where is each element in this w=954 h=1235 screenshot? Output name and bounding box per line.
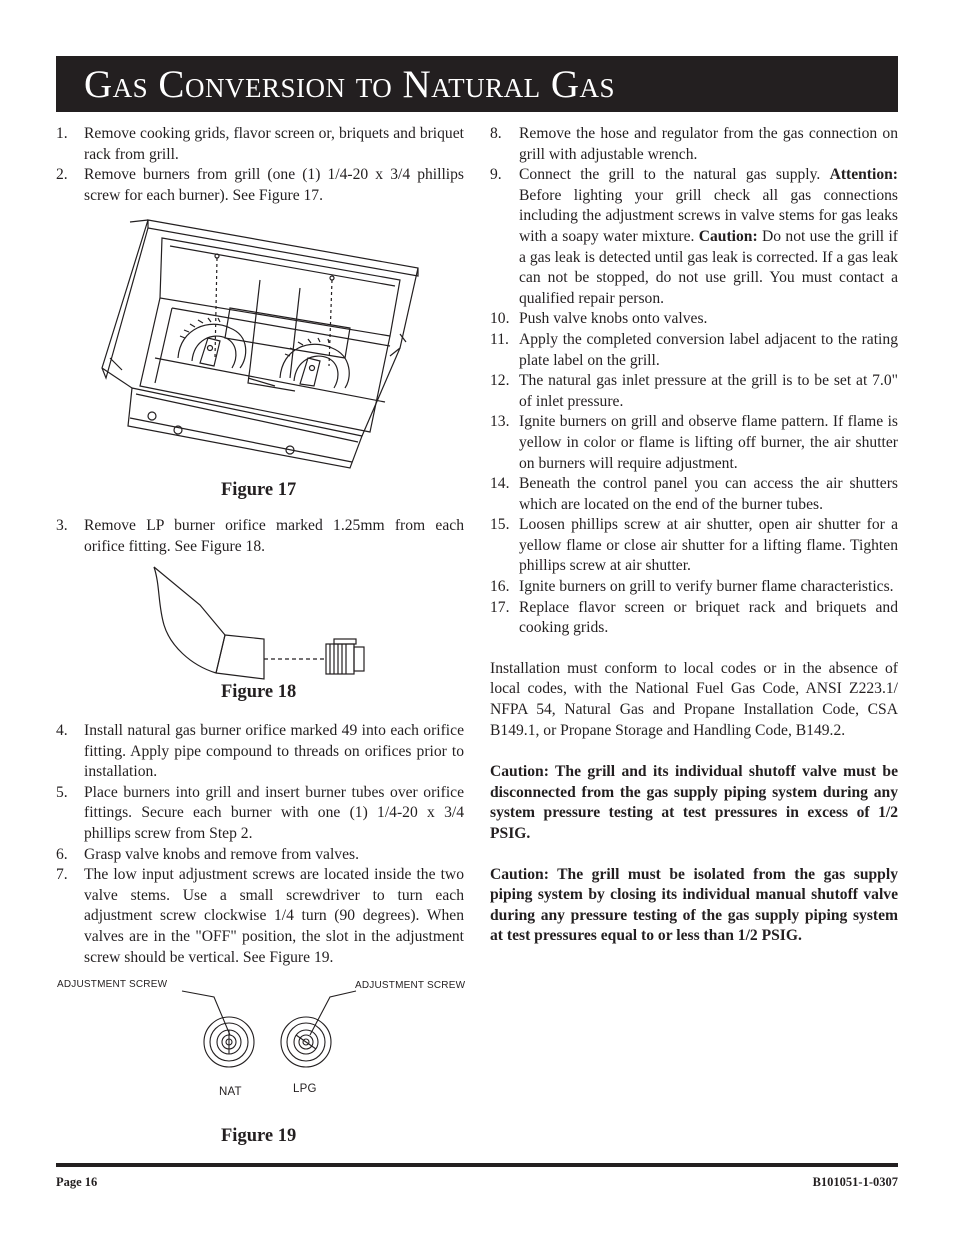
step-item [490, 309, 898, 330]
step-text: Beneath the control panel you can access the air shutters which are located on the end of the burner tubes. [519, 475, 898, 513]
figure-17-label: Figure 17 [221, 480, 297, 500]
step-item [490, 598, 898, 639]
step-number: 1. [56, 125, 68, 142]
step-text: Grasp valve knobs and remove from valves. [84, 845, 359, 863]
step-text: Before lighting your grill check all gas connections including the adjustment screws in valve stems for gas leaks with a soapy water mixture. [519, 186, 898, 245]
step-number: 16. [490, 578, 510, 596]
footer-rule [56, 1163, 898, 1167]
step-item [56, 124, 464, 165]
title-bar [56, 56, 898, 112]
step-text: The natural gas inlet pressure at the grill is to be set at 7.0" of inlet pressure. [519, 372, 898, 410]
step-text: Loosen phillips screw at air shutter, open air shutter for a yellow flame or close air shutter for a lifting flame. Tighten phillips screw at air shutter. [519, 516, 898, 575]
step-number: 4. [56, 722, 68, 739]
step-item [490, 577, 898, 598]
figure-18-orifice-illustration [150, 565, 370, 685]
lpg-label: LPG [293, 1083, 317, 1095]
step-text: Remove burners from grill (one (1) 1/4-20 x 3/4 phillips screw for each burner). See Figure 17. [84, 166, 464, 204]
step-text: Replace flavor screen or briquet rack and briquets and cooking grids. [519, 598, 898, 637]
step-number: 3. [56, 517, 68, 534]
page-title: Gas Conversion to Natural Gas [84, 63, 616, 106]
step-text: Do not use the grill if a gas leak is detected until gas leak is corrected. If a gas leak can not be stopped, do not use grill. You must contact a qualified repair person. [519, 227, 898, 307]
step-text: Remove LP burner orifice marked 1.25mm from each orifice fitting. See Figure 18. [84, 517, 464, 555]
step-text: Install natural gas burner orifice marked 49 into each orifice fitting. Apply pipe compound to threads on orifices prior to installation. [84, 722, 464, 781]
caution-disconnect: Caution: The grill and its individual shutoff valve must be disconnected from the gas supply piping system during any system pressure testing at test pressures in excess of 1/2 PSIG. [490, 763, 898, 842]
step-item [56, 783, 464, 845]
step-number: 6. [56, 845, 68, 863]
step-text: Ignite burners on grill to verify burner flame characteristics. [519, 578, 894, 596]
figure-19-valve-illustration [170, 985, 370, 1095]
step-number: 15. [490, 516, 510, 534]
step-text: Remove the hose and regulator from the gas connection on grill with adjustable wrench. [519, 125, 898, 163]
step-item [56, 845, 464, 866]
step-text: Push valve knobs onto valves. [519, 310, 708, 328]
step-number: 13. [490, 413, 510, 431]
figure-17-grill-illustration [100, 218, 420, 478]
step-number: 11. [490, 330, 509, 348]
step-item [490, 371, 898, 412]
step-text: Place burners into grill and insert burner tubes over orifice fittings. Secure each burner with one (1) 1/4-20 x 3/4 phillips screw from Step 2. [84, 783, 464, 842]
step-9 [490, 165, 898, 309]
step-number: 2. [56, 166, 68, 184]
attention-label: Attention: [829, 166, 898, 184]
step-item [490, 412, 898, 474]
document-code: B101051-1-0307 [812, 1175, 898, 1189]
figure-18-label: Figure 18 [221, 682, 297, 702]
figure-19-label: Figure 19 [221, 1126, 297, 1146]
step-number: 5. [56, 783, 68, 801]
step-number: 9. [490, 166, 502, 184]
step-number: 10. [490, 310, 510, 328]
step-item [56, 721, 464, 783]
step-number: 12. [490, 372, 510, 390]
step-item [490, 330, 898, 371]
installation-note: Installation must conform to local codes or in the absence of local codes, with the National Fuel Gas Code, ANSI Z223.1/ NFPA 54, Natural Gas and Propane Installation Code, CSA B149.1, or Propane Storage and Handling Code, B149.2. [490, 659, 898, 739]
step-item [490, 474, 898, 515]
left-steps-4-7 [56, 721, 464, 968]
step-item [56, 165, 464, 206]
page-number: Page 16 [56, 1175, 98, 1189]
left-steps-1-2 [56, 124, 464, 206]
step-number: 14. [490, 475, 510, 493]
step-item [56, 865, 464, 968]
step-text: Connect the grill to the natural gas supply. [519, 166, 821, 184]
caution-label: Caution: [698, 227, 758, 245]
step-number: 17. [490, 598, 510, 616]
step-text: Apply the completed conversion label adjacent to the rating plate label on the grill. [519, 330, 898, 369]
nat-label: NAT [219, 1086, 242, 1098]
right-column [490, 124, 898, 947]
step-number: 8. [490, 125, 502, 142]
step-item [56, 516, 464, 557]
step-number: 7. [56, 866, 68, 884]
adjustment-screw-callout-left: ADJUSTMENT SCREW [57, 979, 168, 990]
step-8 [490, 124, 898, 165]
caution-isolate: Caution: The grill must be isolated from the gas supply piping system by closing its individual manual shutoff valve during any pressure testing of the gas supply piping system at test pressures equal to or less than 1/2 PSIG. [490, 865, 898, 945]
step-text: Remove cooking grids, flavor screen or, briquets and briquet rack from grill. [84, 125, 464, 163]
left-step-3 [56, 516, 464, 557]
step-item [490, 515, 898, 577]
step-text: The low input adjustment screws are located inside the two valve stems. Use a small screwdriver to turn each adjustment screw clockwise 1/4 turn (90 degrees). When valves are in the "OFF" position, the slot in the adjustment screw should be vertical. See Figure 19. [84, 866, 464, 966]
adjustment-screw-callout-right: ADJUSTMENT SCREW [355, 980, 466, 991]
step-text: Ignite burners on grill and observe flame pattern. If flame is yellow in color or flame is lifting off burner, the air shutter on burners will require adjustment. [519, 413, 898, 472]
